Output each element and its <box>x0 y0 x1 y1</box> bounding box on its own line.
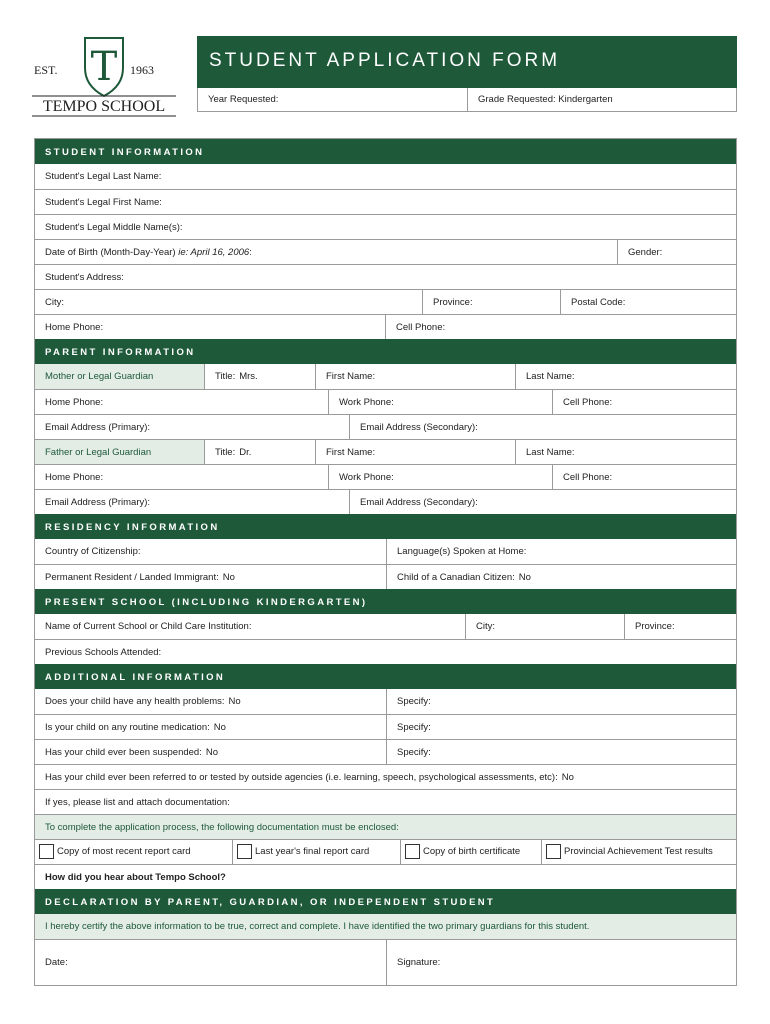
school-logo <box>30 34 178 118</box>
previous-schools-field[interactable]: Previous Schools Attended: <box>45 647 162 658</box>
achievement-test-checkbox[interactable] <box>546 844 561 859</box>
student-first-name-field[interactable]: Student's Legal First Name: <box>45 197 162 208</box>
mother-last-name-field[interactable]: Last Name: <box>515 364 736 389</box>
section-present-school: PRESENT SCHOOL (INCLUDING KINDERGARTEN) <box>35 589 736 614</box>
father-cell-phone-field[interactable]: Cell Phone: <box>552 465 736 489</box>
section-residency-information: RESIDENCY INFORMATION <box>35 514 736 539</box>
mother-first-name-field[interactable]: First Name: <box>315 364 515 389</box>
report-card-checkbox[interactable] <box>39 844 54 859</box>
svg-text:1963: 1963 <box>130 63 154 77</box>
date-field[interactable]: Date: <box>45 957 68 968</box>
doc-achievement-test-option[interactable]: Provincial Achievement Test results <box>541 840 736 864</box>
mother-cell-phone-field[interactable]: Cell Phone: <box>552 390 736 414</box>
suspended-specify-field[interactable]: Specify: <box>386 740 736 764</box>
father-last-name-field[interactable]: Last Name: <box>515 440 736 464</box>
svg-text:EST.: EST. <box>34 63 58 77</box>
year-requested-field[interactable]: Year Requested: <box>198 88 468 111</box>
medication-specify-field[interactable]: Specify: <box>386 715 736 739</box>
city-field[interactable]: City: <box>45 297 64 308</box>
canadian-citizen-child-field[interactable]: Child of a Canadian Citizen: No <box>386 565 736 589</box>
section-parent-information: PARENT INFORMATION <box>35 339 736 364</box>
health-specify-field[interactable]: Specify: <box>386 689 736 714</box>
application-form <box>34 138 737 986</box>
signature-field[interactable]: Signature: <box>386 940 736 985</box>
father-work-phone-field[interactable]: Work Phone: <box>328 465 552 489</box>
student-address-field[interactable]: Student's Address: <box>45 272 124 283</box>
father-first-name-field[interactable]: First Name: <box>315 440 515 464</box>
languages-field[interactable]: Language(s) Spoken at Home: <box>386 539 736 564</box>
section-declaration: DECLARATION BY PARENT, GUARDIAN, OR INDEPENDENT STUDENT <box>35 889 736 914</box>
how-did-you-hear-field[interactable]: How did you hear about Tempo School? <box>45 872 226 883</box>
documentation-list-field[interactable]: If yes, please list and attach documentation: <box>45 797 230 808</box>
permanent-resident-field[interactable]: Permanent Resident / Landed Immigrant: No <box>45 572 235 583</box>
current-school-field[interactable]: Name of Current School or Child Care Institution: <box>45 621 252 632</box>
grade-requested-field[interactable]: Grade Requested: Kindergarten <box>478 94 613 105</box>
referred-field[interactable]: Has your child ever been referred to or tested by outside agencies (i.e. learning, speech, psychological assessments, etc): No <box>45 772 574 783</box>
form-title: STUDENT APPLICATION FORM <box>197 36 737 88</box>
father-email-secondary-field[interactable]: Email Address (Secondary): <box>349 490 736 514</box>
father-email-primary-field[interactable]: Email Address (Primary): <box>45 497 151 508</box>
section-student-information: STUDENT INFORMATION <box>35 139 736 164</box>
father-home-phone-field[interactable]: Home Phone: <box>45 472 104 483</box>
health-problems-field[interactable]: Does your child have any health problems: No <box>45 696 241 707</box>
final-report-checkbox[interactable] <box>237 844 252 859</box>
father-title-field[interactable]: Title: Dr. <box>204 440 315 464</box>
declaration-statement: I hereby certify the above information to be true, correct and complete. I have identified the two primary guardians for this student. <box>35 914 736 939</box>
gender-field[interactable]: Gender: <box>617 240 736 264</box>
documentation-note: To complete the application process, the following documentation must be enclosed: <box>35 815 736 839</box>
father-guardian-label: Father or Legal Guardian <box>35 440 204 464</box>
mother-home-phone-field[interactable]: Home Phone: <box>45 397 104 408</box>
svg-text:T: T <box>90 44 118 90</box>
student-middle-name-field[interactable]: Student's Legal Middle Name(s): <box>45 222 183 233</box>
mother-email-primary-field[interactable]: Email Address (Primary): <box>45 422 151 433</box>
school-crest-icon <box>30 34 178 118</box>
birth-certificate-checkbox[interactable] <box>405 844 420 859</box>
postal-code-field[interactable]: Postal Code: <box>560 290 736 314</box>
section-additional-information: ADDITIONAL INFORMATION <box>35 664 736 689</box>
student-home-phone-field[interactable]: Home Phone: <box>45 322 104 333</box>
medication-field[interactable]: Is your child on any routine medication: No <box>45 722 226 733</box>
suspended-field[interactable]: Has your child ever been suspended: No <box>45 747 219 758</box>
student-cell-phone-field[interactable]: Cell Phone: <box>385 315 736 339</box>
date-of-birth-field[interactable]: Date of Birth (Month-Day-Year) ie: April 16, 2006: <box>45 247 252 258</box>
year-grade-row <box>197 88 737 112</box>
school-province-field[interactable]: Province: <box>624 614 736 639</box>
student-last-name-field[interactable]: Student's Legal Last Name: <box>45 171 162 182</box>
doc-birth-certificate-option[interactable]: Copy of birth certificate <box>400 840 541 864</box>
mother-work-phone-field[interactable]: Work Phone: <box>328 390 552 414</box>
mother-email-secondary-field[interactable]: Email Address (Secondary): <box>349 415 736 439</box>
mother-title-field[interactable]: Title: Mrs. <box>204 364 315 389</box>
province-field[interactable]: Province: <box>422 290 560 314</box>
citizenship-field[interactable]: Country of Citizenship: <box>45 546 141 557</box>
school-city-field[interactable]: City: <box>465 614 624 639</box>
svg-text:TEMPO SCHOOL: TEMPO SCHOOL <box>42 98 166 115</box>
doc-report-card-option[interactable]: Copy of most recent report card <box>35 840 232 864</box>
mother-guardian-label: Mother or Legal Guardian <box>35 364 204 389</box>
doc-final-report-option[interactable]: Last year's final report card <box>232 840 400 864</box>
